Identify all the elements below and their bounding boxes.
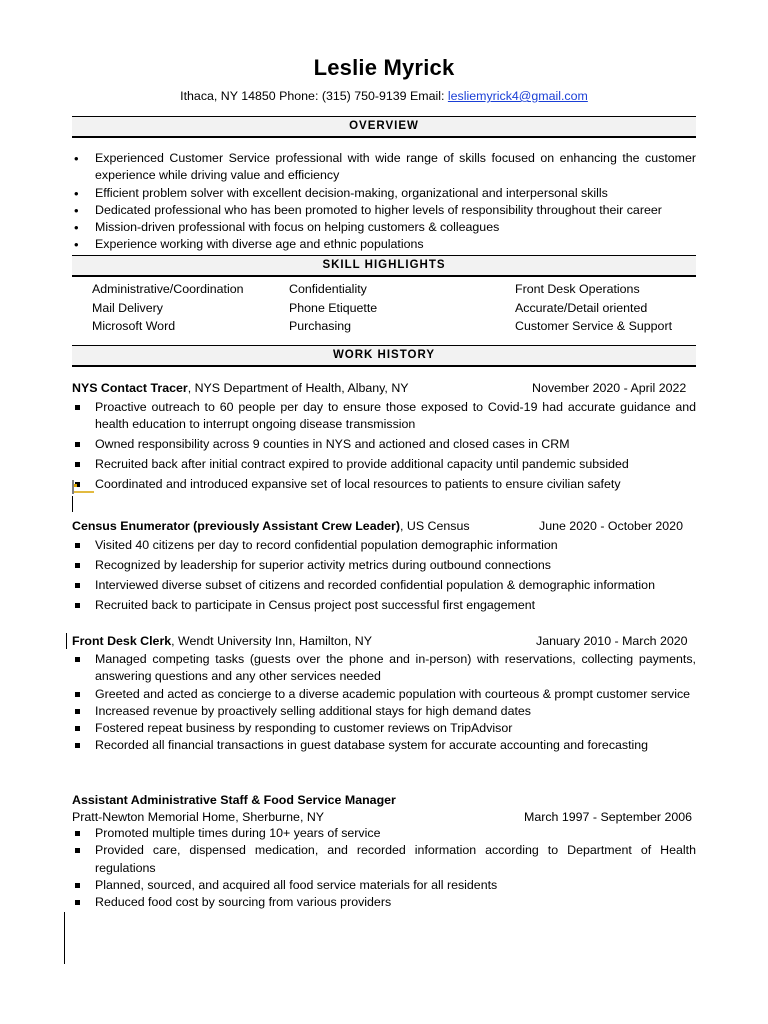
text-cursor: [64, 912, 65, 964]
job-title: NYS Contact Tracer: [72, 381, 188, 395]
list-item: Coordinated and introduced expansive set of local resources to patients to ensure civilian safety: [72, 476, 696, 493]
job-header: [72, 517, 696, 535]
track-change-marker: [72, 480, 94, 494]
list-item: • Dedicated professional who has been promoted to higher levels of responsibility throughout their career: [72, 202, 696, 219]
job-bullets: [72, 537, 696, 617]
skill-item: Purchasing: [289, 319, 351, 334]
job-header: [72, 632, 696, 650]
list-item: Recorded all financial transactions in guest database system for accurate accounting and forecasting: [72, 737, 696, 754]
list-item: • Experience working with diverse age and ethnic populations: [72, 236, 696, 253]
list-item: Proactive outreach to 60 people per day to ensure those exposed to Covid-19 had accurate guidance and health education to interrupt ongoing disease transmission: [72, 399, 696, 434]
job-employer: , NYS Department of Health, Albany, NY: [187, 381, 409, 395]
list-item: Visited 40 citizens per day to record confidential population demographic information: [72, 537, 696, 554]
list-item: Planned, sourced, and acquired all food service materials for all residents: [72, 877, 696, 894]
list-item: Interviewed diverse subset of citizens and recorded confidential population & demographic information: [72, 577, 696, 594]
skill-item: Mail Delivery: [92, 300, 163, 315]
list-item: Provided care, dispensed medication, and recorded information according to Department of Health regulations: [72, 842, 696, 877]
list-item: • Mission-driven professional with focus on helping customers & colleagues: [72, 219, 696, 236]
list-item: Greeted and acted as concierge to a diverse academic population with courteous & prompt customer service: [72, 686, 696, 703]
list-item: Fostered repeat business by responding to customer reviews on TripAdvisor: [72, 720, 696, 737]
contact-line: [0, 89, 768, 103]
skill-item: Administrative/Coordination: [92, 282, 244, 296]
skill-item: Microsoft Word: [92, 319, 176, 334]
work-history-heading: WORK HISTORY: [72, 345, 696, 367]
skill-item: Confidentiality: [289, 282, 367, 296]
job-header: [72, 379, 696, 397]
job-title: Assistant Administrative Staff & Food Service Manager: [72, 793, 396, 807]
job-bullets: [72, 825, 696, 911]
job-employer: , US Census: [400, 519, 470, 533]
job-dates: November 2020 - April 2022: [532, 381, 687, 395]
email-link[interactable]: lesliemyrick4@gmail.com: [447, 89, 588, 103]
text-cursor: [66, 633, 67, 649]
list-item: Increased revenue by proactively selling additional stays for high demand dates: [72, 703, 696, 720]
list-item: Reduced food cost by sourcing from various providers: [72, 894, 696, 911]
job-employer: , Wendt University Inn, Hamilton, NY: [171, 634, 373, 648]
job-subheader: [72, 808, 696, 826]
list-item: • Experienced Customer Service professional with wide range of skills focused on enhancing the customer experience while driving value and efficiency: [72, 150, 696, 185]
contact-details: Ithaca, NY 14850 Phone: (315) 750-9139 Email:: [180, 89, 448, 103]
skill-item: Accurate/Detail oriented: [515, 300, 648, 315]
skills-grid: [92, 280, 692, 336]
job-title: Front Desk Clerk: [72, 634, 172, 648]
job-dates: March 1997 - September 2006: [524, 810, 693, 824]
job-header: [72, 791, 696, 809]
skills-heading: SKILL HIGHLIGHTS: [72, 255, 696, 277]
job-bullets: [72, 651, 696, 755]
skill-item: Phone Etiquette: [289, 300, 378, 315]
skill-item: Customer Service & Support: [515, 319, 673, 334]
overview-heading: OVERVIEW: [72, 116, 696, 138]
list-item: Promoted multiple times during 10+ years of service: [72, 825, 696, 842]
text-cursor: [72, 496, 73, 512]
skill-item: Front Desk Operations: [515, 282, 640, 296]
list-item: Recruited back after initial contract expired to provide additional capacity until pandemic subsided: [72, 456, 696, 473]
job-dates: January 2010 - March 2020: [536, 634, 688, 648]
list-item: Owned responsibility across 9 counties in NYS and actioned and closed cases in CRM: [72, 436, 696, 453]
job-employer: Pratt-Newton Memorial Home, Sherburne, NY: [72, 810, 325, 824]
list-item: Recognized by leadership for superior activity metrics during outbound connections: [72, 557, 696, 574]
job-bullets: [72, 399, 696, 496]
list-item: Recruited back to participate in Census project post successful first engagement: [72, 597, 696, 614]
candidate-name: Leslie Myrick: [313, 55, 455, 80]
overview-list: [72, 150, 696, 254]
job-title: Census Enumerator (previously Assistant Crew Leader): [72, 519, 400, 533]
list-item: Managed competing tasks (guests over the phone and in-person) with reservations, collecting payments, answering questions and any other services needed: [72, 651, 696, 686]
job-dates: June 2020 - October 2020: [539, 519, 683, 533]
list-item: • Efficient problem solver with excellent decision-making, organizational and interpersonal skills: [72, 185, 696, 202]
